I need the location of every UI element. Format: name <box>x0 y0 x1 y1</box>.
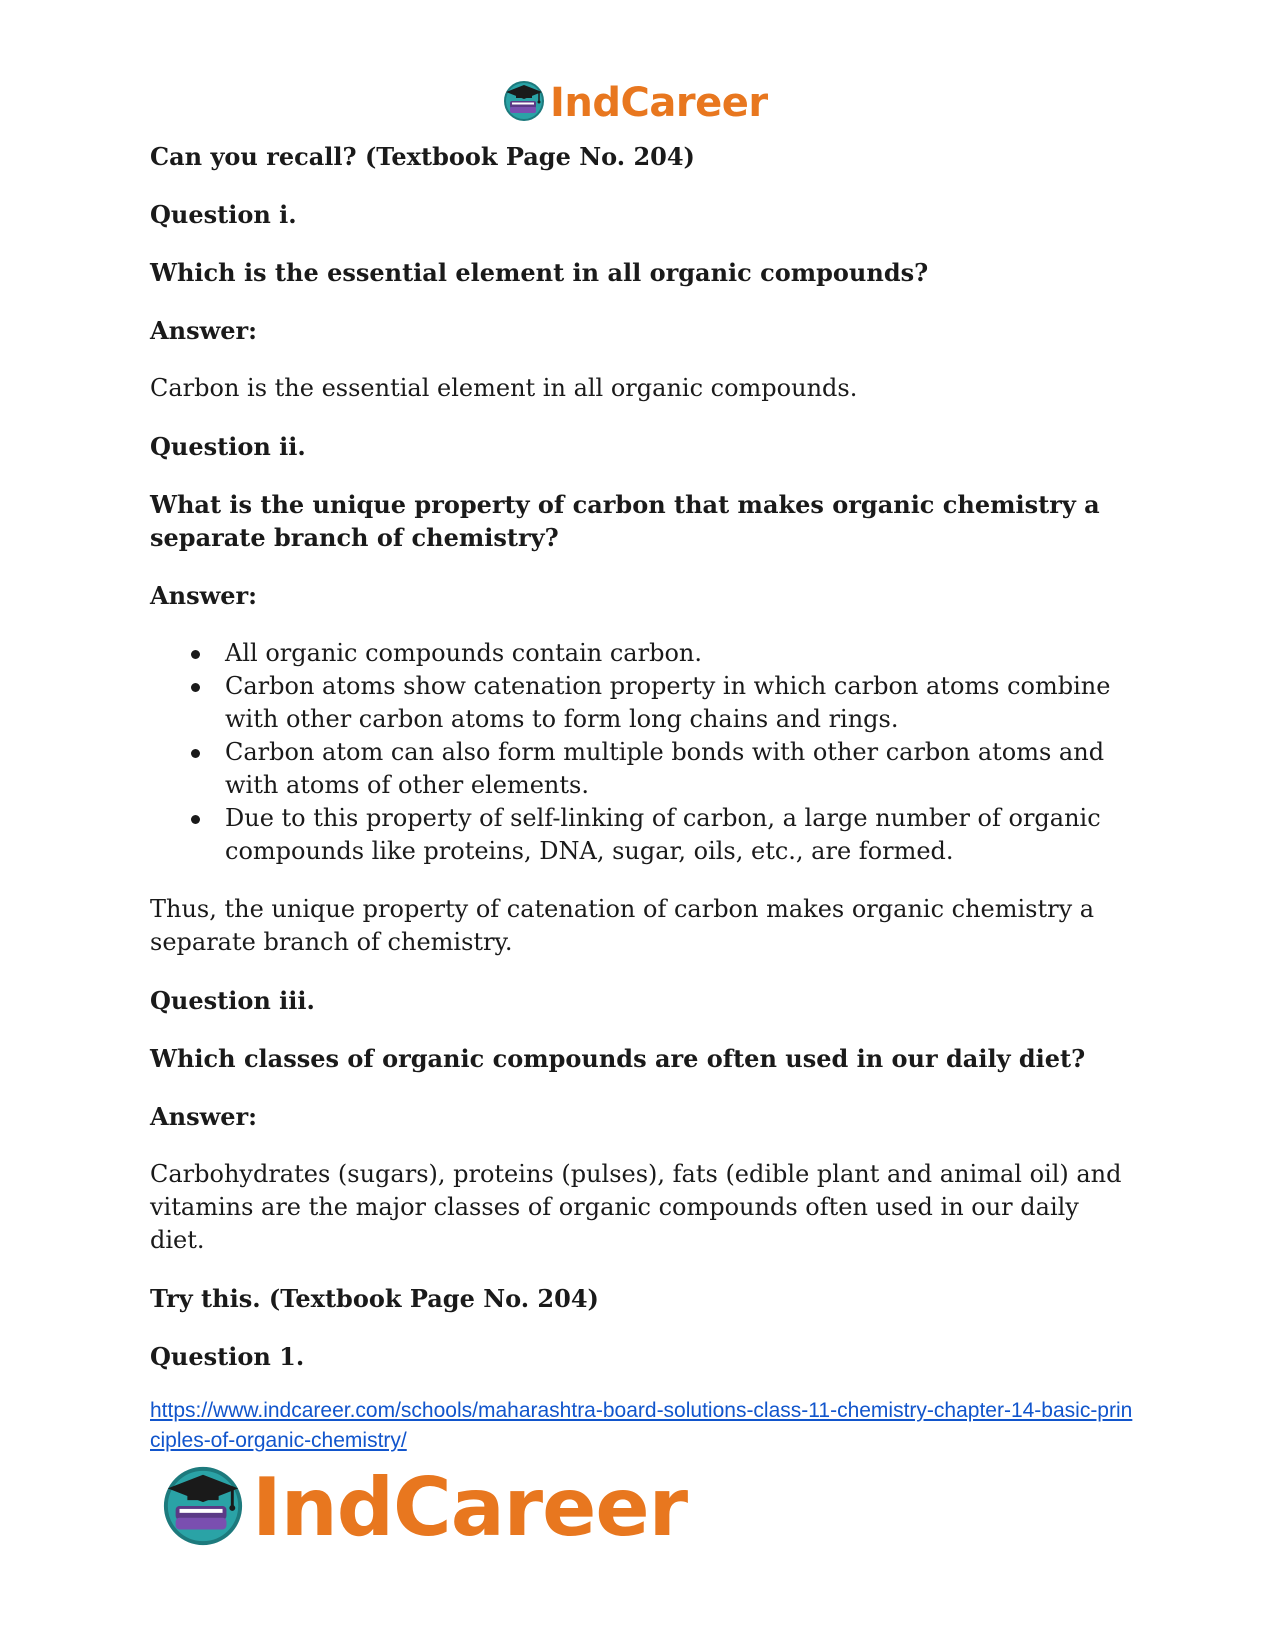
brand-name: IndCareer <box>252 1461 688 1554</box>
question-label: Question ii. <box>150 432 306 461</box>
document-body <box>150 140 1140 1398</box>
graduation-cap-books-globe-icon <box>160 1463 246 1553</box>
answer-text: Carbohydrates (sugars), proteins (pulses), fats (edible plant and animal oil) and vitamins are the major classes of organic compounds often used in our daily diet. <box>150 1160 1122 1254</box>
question-label: Question i. <box>150 200 297 229</box>
section-title: Can you recall? (Textbook Page No. 204) <box>150 142 695 171</box>
answer-label: Answer: <box>150 1102 258 1131</box>
brand-name: IndCareer <box>550 80 768 126</box>
list-item: Due to this property of self-linking of carbon, a large number of organic compounds like proteins, DNA, sugar, oils, etc., are formed. <box>225 802 1140 868</box>
section-title: Try this. (Textbook Page No. 204) <box>150 1284 599 1313</box>
question-label: Question iii. <box>150 986 315 1015</box>
graduation-cap-books-globe-icon <box>502 79 546 127</box>
answer-text: Carbon is the essential element in all organic compounds. <box>150 374 858 402</box>
answer-bullet-list <box>150 637 1140 868</box>
question-text: Which is the essential element in all organic compounds? <box>150 258 929 287</box>
footer-logo <box>160 1460 687 1555</box>
question-text: Which classes of organic compounds are often used in our daily diet? <box>150 1044 1086 1073</box>
list-item: Carbon atoms show catenation property in which carbon atoms combine with other carbon atoms to form long chains and rings. <box>225 670 1140 736</box>
question-label: Question 1. <box>150 1342 305 1371</box>
source-url-link[interactable]: https://www.indcareer.com/schools/maharashtra-board-solutions-class-11-chemistry-chapter-14-basic-principles-of-organic-chemistry/ <box>150 1399 1133 1452</box>
header-logo <box>502 78 768 128</box>
list-item: Carbon atom can also form multiple bonds with other carbon atoms and with atoms of other elements. <box>225 736 1140 802</box>
answer-label: Answer: <box>150 581 258 610</box>
answer-label: Answer: <box>150 316 258 345</box>
question-text: What is the unique property of carbon that makes organic chemistry a separate branch of chemistry? <box>150 490 1100 552</box>
list-item: All organic compounds contain carbon. <box>225 637 1140 670</box>
answer-conclusion: Thus, the unique property of catenation of carbon makes organic chemistry a separate branch of chemistry. <box>150 895 1095 956</box>
